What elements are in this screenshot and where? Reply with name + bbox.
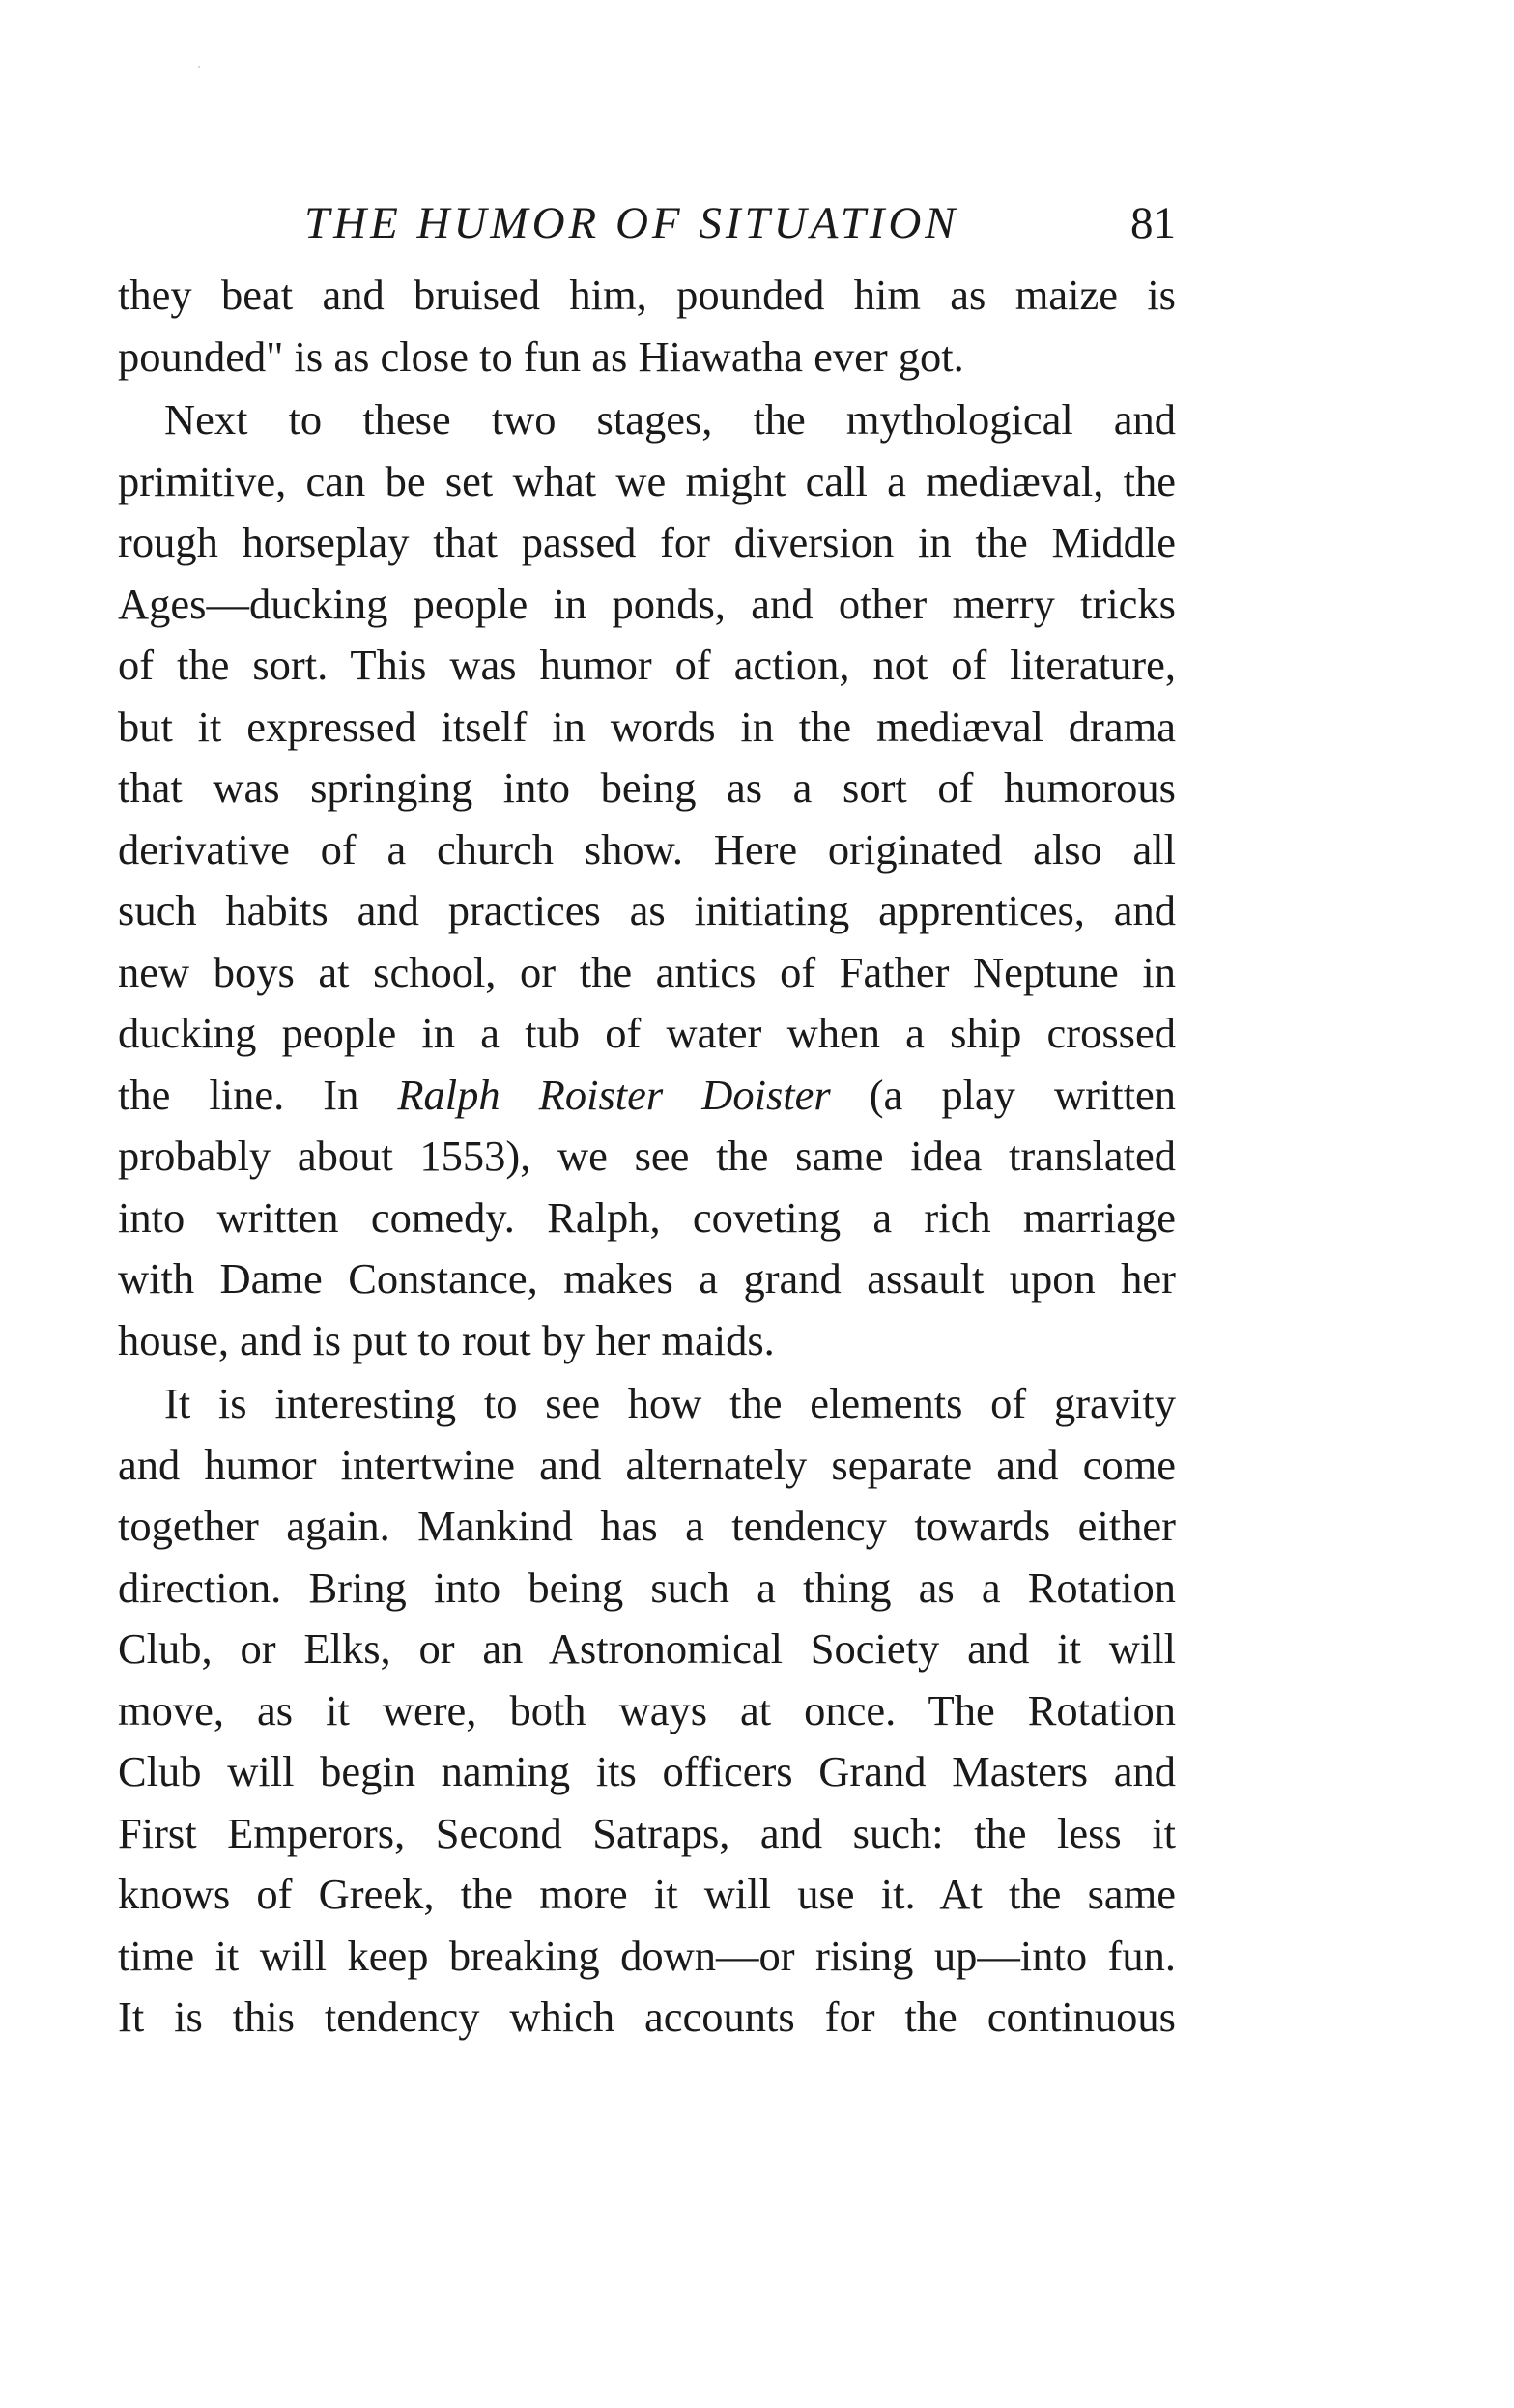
text-line: they beat and bruised him, pounded him as maize is [118,271,1176,319]
text-line: together again. Mankind has a tendency towards either [118,1502,1176,1550]
scan-speck [198,66,200,68]
text-line: rough horseplay that passed for diversion in the Middle [118,518,1176,566]
text-line: primitive, can be set what we might call a mediæval, the [118,456,1176,505]
text-line: that was springing into being as a sort of humorous [118,763,1176,812]
paragraph-gravity-humor [118,1373,1176,2049]
text-fragment: the line. In [118,1070,398,1119]
text-line: house, and is put to rout by her maids. [118,1315,775,1364]
text-line: probably about 1553), we see the same idea translated [118,1132,1176,1180]
text-line: new boys at school, or the antics of Father Neptune in [118,947,1176,996]
text-line: derivative of a church show. Here originated also all [118,824,1176,874]
text-line: move, as it were, both ways at once. The Rotation [118,1685,1176,1734]
text-line: First Emperors, Second Satraps, and such: the less it [118,1808,1176,1857]
body-text [118,265,1176,2049]
page-header [121,189,1176,257]
text-line: Club, or Elks, or an Astronomical Society and it will [118,1624,1176,1673]
paragraph-medieval [118,389,1176,1371]
text-line: Ages—ducking people in ponds, and other merry tricks [118,579,1176,628]
text-line: into written comedy. Ralph, coveting a rich marriage [118,1192,1176,1242]
text-line: but it expressed itself in words in the mediæval drama [118,702,1176,751]
text-line: Next to these two stages, the mythological and [164,395,1176,444]
text-line: such habits and practices as initiating apprentices, and [118,886,1176,934]
text-line: It is this tendency which accounts for the continuous [118,1992,1176,2041]
paragraph-continued [118,265,1176,387]
play-title: Ralph Roister Doister [397,1070,831,1119]
text-line: Club will begin naming its officers Grand Masters and [118,1747,1176,1795]
page-number: 81 [1130,198,1176,248]
text-line: It is interesting to see how the elements of gravity [164,1379,1176,1427]
text-line: ducking people in a tub of water when a ship crossed [118,1009,1176,1057]
text-line: of the sort. This was humor of action, not of literature, [118,641,1176,689]
text-fragment: (a play written [830,1070,1176,1119]
text-line: knows of Greek, the more it will use it. At the same [118,1870,1176,1918]
text-line: direction. Bring into being such a thing as a Rotation [118,1562,1176,1612]
text-line: pounded" is as close to fun as Hiawatha ever got. [118,331,964,381]
text-line: time it will keep breaking down—or rising up—into fun. [118,1931,1176,1980]
text-line: and humor intertwine and alternately separate and come [118,1440,1176,1489]
text-line: with Dame Constance, makes a grand assault upon her [118,1254,1176,1303]
text-line [118,1065,1176,1127]
running-title: THE HUMOR OF SITUATION [304,198,959,248]
